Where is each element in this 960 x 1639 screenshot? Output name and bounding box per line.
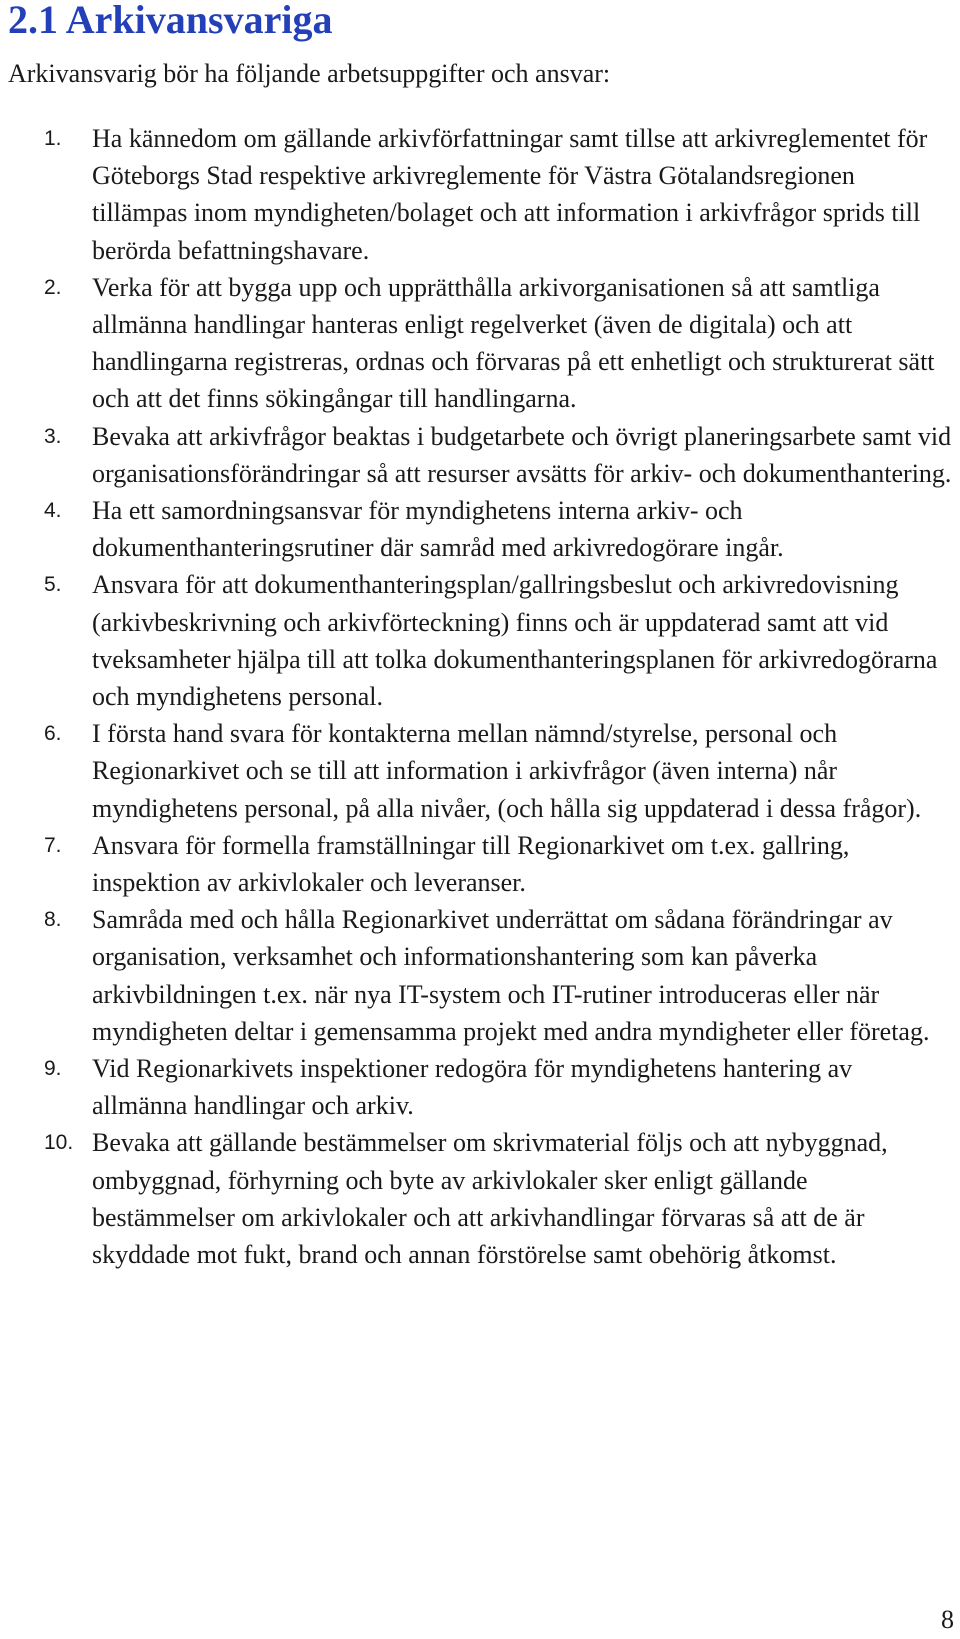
list-item-text: Ansvara för att dokumenthanteringsplan/gallringsbeslut och arkivredovisning (arkivbeskrivning och arkivförteckning) finns och är uppdaterad samt att vid tveksamheter hjälpa till att tolka dokumenthanteringsplanen för arkivredogörarna och myndighetens personal. bbox=[92, 570, 938, 712]
list-item-text: Verka för att bygga upp och upprätthålla arkivorganisationen så att samtliga allmänna handlingar hanteras enligt regelverket (även de digitala) och att handlingarna registreras, ordnas och förvaras på ett enhetligt och strukturerat sätt och att det finns sökingångar till handlingarna. bbox=[92, 272, 935, 414]
list-item-number: 4. bbox=[44, 499, 62, 523]
list-item-text: Bevaka att gällande bestämmelser om skrivmaterial följs och att nybyggnad, ombyggnad, förhyrning och byte av arkivlokaler sker enligt gällande bestämmelser om arkivlokaler och att arkivhandlingar förvaras så att de är skyddade mot fukt, brand och annan förstörelse samt obehörig åtkomst. bbox=[92, 1128, 888, 1270]
list-item-number: 9. bbox=[44, 1057, 62, 1081]
list-item bbox=[0, 827, 960, 901]
list-item-text: Bevaka att arkivfrågor beaktas i budgetarbete och övrigt planeringsarbete samt vid organisationsförändringar så att resurser avsätts för arkiv- och dokumenthantering. bbox=[92, 421, 952, 488]
page-number: 8 bbox=[941, 1605, 954, 1634]
list-item bbox=[0, 269, 960, 418]
list-item bbox=[0, 901, 960, 1050]
list-item-number: 5. bbox=[44, 573, 62, 597]
list-item-number: 7. bbox=[44, 833, 62, 857]
list-item-number: 1. bbox=[44, 127, 62, 150]
list-item-text: Samråda med och hålla Regionarkivet underrättat om sådana förändringar av organisation, verksamhet och informationshantering som kan påverka arkivbildningen t.ex. när nya IT-system och IT-rutiner introduceras eller när myndigheten deltar i gemensamma projekt med andra myndigheter eller företag. bbox=[92, 905, 930, 1046]
responsibilities-list bbox=[0, 120, 960, 1273]
list-item-number: 10. bbox=[44, 1131, 74, 1155]
list-item-number: 2. bbox=[44, 275, 62, 299]
list-item-text: I första hand svara för kontakterna mellan nämnd/styrelse, personal och Regionarkivet och se till att information i arkivfrågor (även interna) når myndighetens personal, på alla nivåer, (och hålla sig uppdaterad i dessa frågor). bbox=[92, 719, 922, 823]
list-item bbox=[0, 1124, 960, 1273]
list-item bbox=[0, 492, 960, 566]
list-item-text: Ansvara för formella framställningar till Regionarkivet om t.ex. gallring, inspektion av arkivlokaler och leveranser. bbox=[92, 830, 850, 898]
list-item-number: 8. bbox=[44, 908, 62, 932]
list-item-text: Ha ett samordningsansvar för myndighetens interna arkiv- och dokumenthanteringsrutiner där samråd med arkivredogörare ingår. bbox=[92, 496, 784, 563]
list-item-text: Vid Regionarkivets inspektioner redogöra för myndighetens hantering av allmänna handlingar och arkiv. bbox=[92, 1054, 853, 1121]
intro-paragraph: Arkivansvarig bör ha följande arbetsuppgifter och ansvar: bbox=[8, 59, 611, 88]
list-item bbox=[0, 566, 960, 715]
section-heading: 2.1 Arkivansvariga bbox=[8, 0, 333, 42]
list-item-number: 6. bbox=[44, 722, 62, 746]
list-item-number: 3. bbox=[44, 424, 62, 448]
list-item bbox=[0, 715, 960, 827]
list-item bbox=[0, 1050, 960, 1124]
list-item-text: Ha kännedom om gällande arkivförfattningar samt tillse att arkivreglementet för Göteborgs Stad respektive arkivreglemente för Västra Götalandsregionen tillämpas inom myndigheten/bolaget och att information i arkivfrågor sprids till berörda befattningshavare. bbox=[92, 124, 928, 265]
list-item bbox=[0, 418, 960, 492]
list-item bbox=[0, 120, 960, 269]
